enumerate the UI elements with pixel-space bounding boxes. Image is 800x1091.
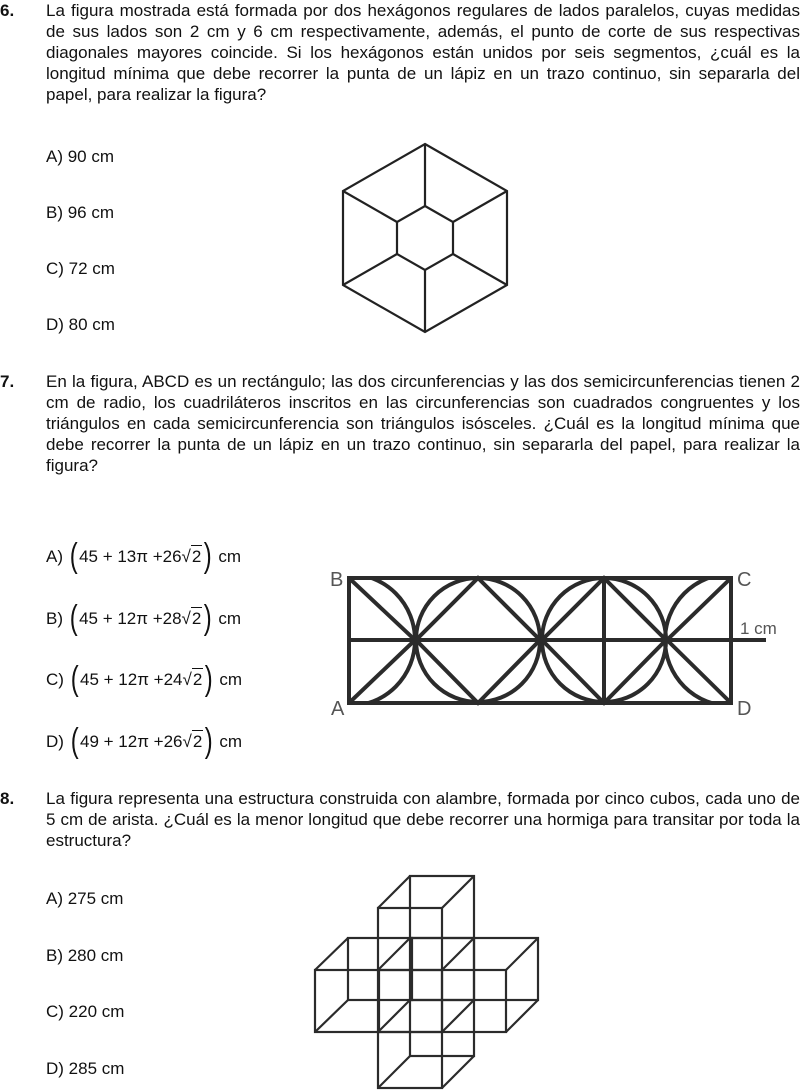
radicand: 2: [192, 670, 203, 689]
depth-edge: [378, 876, 410, 908]
depth-edge: [442, 876, 474, 908]
connector-segment: [453, 191, 507, 222]
q6-option-b: B) 96 cm: [46, 203, 115, 222]
triangle-side: [667, 578, 731, 640]
radicand: 2: [191, 547, 202, 566]
option-letter: A): [46, 546, 63, 566]
question-7-number: 7.: [0, 372, 15, 391]
q8-option-c: C) 220 cm: [46, 1002, 125, 1021]
rectangle-circles-figure: [325, 565, 795, 720]
depth-edge: [378, 1056, 410, 1088]
option-expression: 45 + 13π +26: [79, 546, 182, 566]
depth-edge: [315, 1000, 348, 1032]
option-unit: cm: [218, 546, 242, 566]
left-paren: (: [69, 599, 78, 637]
option-expression: 45 + 12π +24: [80, 669, 183, 689]
left-paren: (: [69, 537, 78, 575]
depth-edge: [442, 1000, 474, 1032]
option-expression: 49 + 12π +26: [80, 731, 183, 751]
option-unit: cm: [219, 731, 243, 751]
q6-option-d: D) 80 cm: [46, 315, 115, 334]
q6-option-c: C) 72 cm: [46, 259, 115, 278]
label-c: C: [737, 569, 752, 591]
question-6-text: La figura mostrada está formada por dos hexágonos regulares de lados paralelos, cuyas medidas de sus lados son 2 cm y 6 cm respectivamente, además, el punto de corte de sus respectivas diagonales mayores coincide. Si los hexágonos están unidos por seis segmentos, ¿cuál es la longitud mínima que debe recorrer la punta de un lápiz en un trazo continuo, sin separarla del papel, para realizar la figura?: [46, 1, 800, 104]
question-8-text: La figura representa una estructura construida con alambre, formada por cinco cubos, cada uno de 5 cm de arista. ¿Cuál es la menor longitud que debe recorrer una hormiga para transitar por toda la estructura?: [46, 789, 800, 850]
q8-option-b: B) 280 cm: [46, 946, 124, 965]
question-8-number: 8.: [0, 789, 15, 808]
sqrt-symbol: √2: [182, 732, 203, 751]
question-6-number: 6.: [0, 1, 15, 20]
connector-segment: [453, 254, 507, 285]
connector-segment: [343, 254, 397, 285]
q7-option-c: [46, 659, 242, 699]
right-paren: ): [204, 599, 212, 637]
inner-hexagon: [397, 206, 453, 270]
q8-option-a: A) 275 cm: [46, 889, 124, 908]
dimension-label: 1 cm: [740, 619, 777, 638]
depth-edge: [315, 938, 348, 970]
right-paren: ): [205, 722, 213, 760]
sqrt-symbol: √2: [182, 670, 203, 689]
option-letter: B): [46, 608, 63, 628]
depth-edge: [442, 1056, 474, 1088]
sqrt-symbol: √2: [181, 547, 202, 566]
radicand: 2: [191, 609, 202, 628]
five-cubes-figure: [305, 868, 545, 1090]
depth-edge: [442, 938, 474, 970]
hexagon-figure: [330, 138, 530, 338]
question-7-text: En la figura, ABCD es un rectángulo; las dos circunferencias y las dos semicircunferencias tienen 2 cm de radio, los cuadriláteros inscritos en las circunferencias son cuadrados congruentes y los triángulos en cada semicircunferencia son triángulos isósceles. ¿Cuál es la longitud mínima que debe recorrer la punta de un lápiz en un trazo continuo, sin separarla del papel, para realizar la figura?: [46, 372, 800, 475]
q6-option-a: A) 90 cm: [46, 147, 115, 166]
depth-edge: [378, 1000, 410, 1032]
depth-edge: [506, 1000, 538, 1032]
label-a: A: [331, 698, 345, 720]
q7-option-a: [46, 536, 241, 576]
connector-segment: [343, 191, 397, 222]
left-paren: (: [70, 660, 79, 698]
label-b: B: [330, 569, 344, 591]
radicand: 2: [192, 732, 203, 751]
option-unit: cm: [218, 608, 242, 628]
right-paren: ): [204, 537, 212, 575]
triangle-side: [667, 640, 731, 703]
sqrt-symbol: √2: [181, 609, 202, 628]
option-expression: 45 + 12π +28: [79, 608, 182, 628]
depth-edge: [378, 938, 410, 970]
option-unit: cm: [219, 669, 243, 689]
right-paren: ): [205, 660, 213, 698]
q7-option-d: [46, 721, 242, 761]
option-letter: C): [46, 669, 64, 689]
option-letter: D): [46, 731, 64, 751]
label-d: D: [737, 698, 752, 720]
left-paren: (: [70, 722, 79, 760]
depth-edge: [506, 938, 538, 970]
q7-option-b: [46, 598, 241, 638]
q8-option-d: D) 285 cm: [46, 1059, 125, 1078]
